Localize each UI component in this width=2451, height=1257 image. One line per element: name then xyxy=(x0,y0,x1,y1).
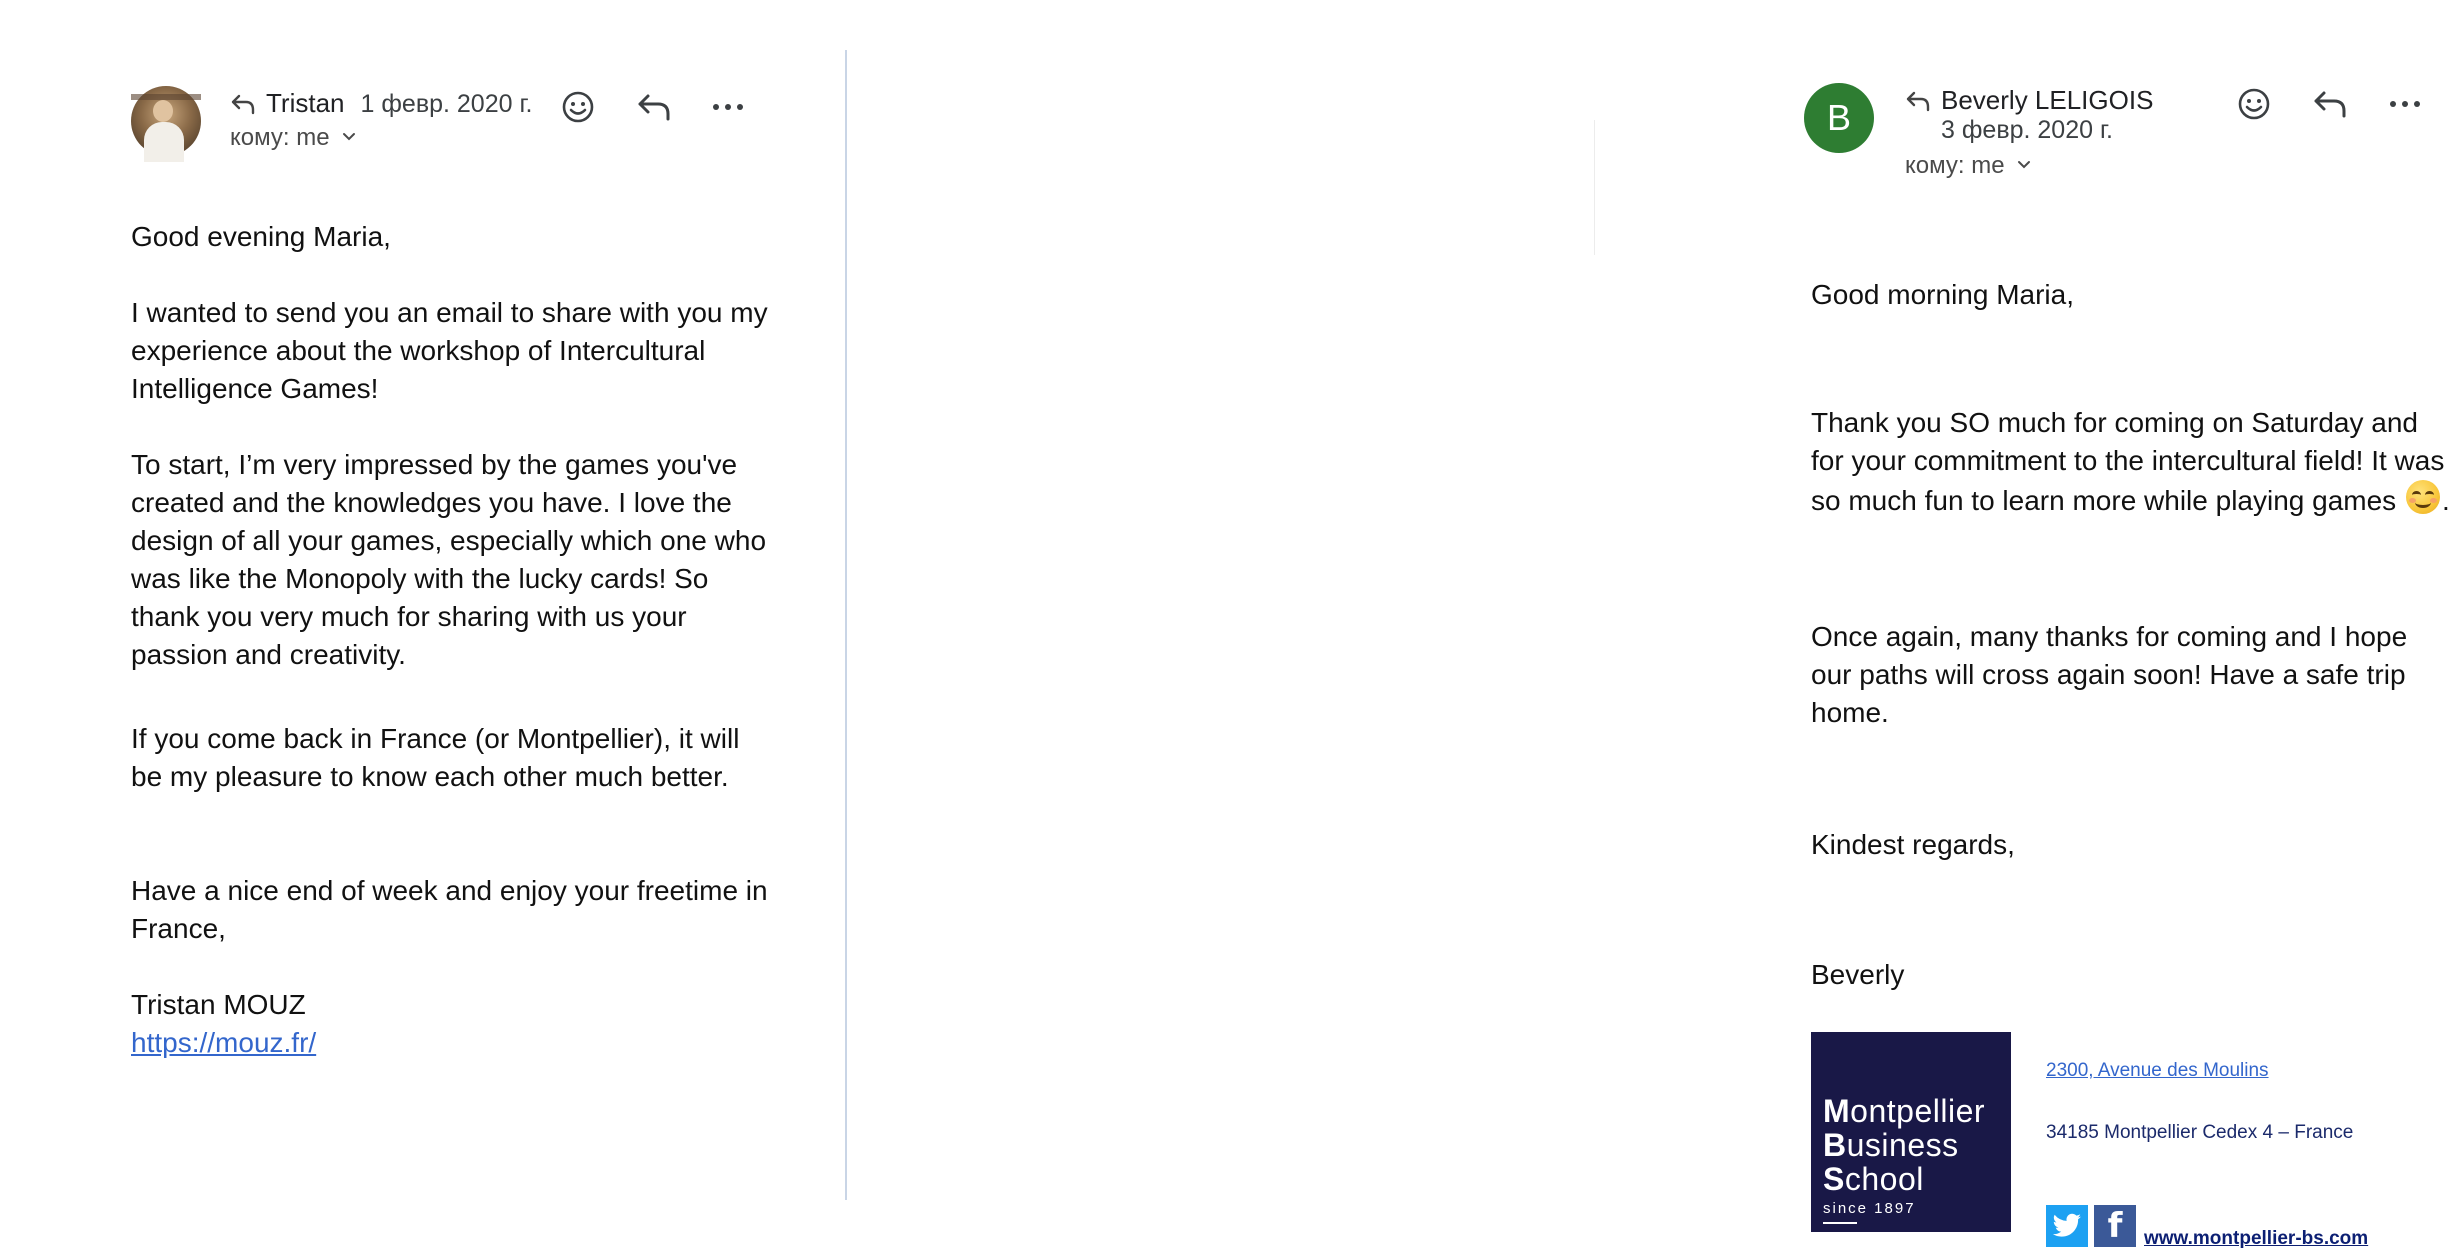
replied-icon xyxy=(230,93,256,115)
sender-avatar[interactable]: B xyxy=(1804,83,1874,153)
chevron-down-icon xyxy=(2017,158,2031,172)
emoji-react-button[interactable] xyxy=(2232,84,2276,124)
reply-button[interactable] xyxy=(2308,84,2352,124)
recipient-toggle[interactable] xyxy=(230,124,356,152)
paragraph-4: Have a nice end of week and enjoy your freetime in France, xyxy=(131,875,768,944)
more-horizontal-icon xyxy=(2388,99,2422,109)
sender-line xyxy=(230,88,532,119)
smiley-icon xyxy=(2237,87,2271,121)
left-email-pane xyxy=(0,0,845,1257)
date-line xyxy=(1941,116,2113,145)
recipient-label: кому: me xyxy=(230,124,330,151)
paragraph-2: Once again, many thanks for coming and I hope our paths will cross again soon! Have a safe trip home. xyxy=(1811,621,2408,728)
more-options-button[interactable] xyxy=(2383,84,2427,124)
logo-underline xyxy=(1823,1222,1857,1224)
email-date: 1 февр. 2020 г. xyxy=(360,90,533,118)
logo-since: since 1897 xyxy=(1823,1200,1916,1217)
reply-arrow-icon xyxy=(636,92,672,122)
website-link[interactable]: www.montpellier-bs.com xyxy=(2144,1228,2369,1249)
email-date: 3 февр. 2020 г. xyxy=(1941,116,2113,144)
right-email-pane xyxy=(848,0,2450,1257)
pane-divider xyxy=(845,50,847,1200)
recipient-toggle[interactable] xyxy=(1905,152,2031,180)
paragraph-1 xyxy=(1811,404,2451,520)
sender-name[interactable]: Tristan xyxy=(266,88,345,118)
recipient-label: кому: me xyxy=(1905,152,2005,179)
greeting: Good evening Maria, xyxy=(131,221,391,252)
paragraph-1: I wanted to send you an email to share with you my experience about the workshop of Intercultural Intelligence Games! xyxy=(131,297,768,404)
address-city: 34185 Montpellier Cedex 4 – France xyxy=(2046,1122,2354,1143)
paragraph-2: To start, I’m very impressed by the games you've created and the knowledges you have. I love the design of all your games, especially which one who was like the Monopoly with the lucky cards! So thank you very much for sharing with us your passion and creativity. xyxy=(131,449,767,670)
twitter-icon[interactable] xyxy=(2046,1205,2088,1247)
signature-link[interactable]: https://mouz.fr/ xyxy=(131,1027,317,1058)
paragraph-1-text: Thank you SO much for coming on Saturday and for your commitment to the intercultural field! It was so much fun to learn more while playing games xyxy=(1811,407,2445,516)
facebook-icon[interactable]: f xyxy=(2094,1205,2136,1247)
logo-line-2: Business xyxy=(1823,1127,1959,1163)
school-logo xyxy=(1811,1032,2011,1232)
sender-name[interactable]: Beverly LELIGOIS xyxy=(1941,85,2154,115)
smiling-face-emoji-icon xyxy=(2406,480,2440,514)
sender-avatar-photo[interactable] xyxy=(131,86,201,156)
more-options-button[interactable] xyxy=(706,87,750,127)
signature-name: Tristan MOUZ xyxy=(131,989,306,1020)
signature-name: Beverly xyxy=(1811,959,1905,990)
paragraph-3: If you come back in France (or Montpellier), it will be my pleasure to know each other much better. xyxy=(131,723,740,792)
logo-line-3: School xyxy=(1823,1161,1924,1197)
logo-line-1: Montpellier xyxy=(1823,1093,1986,1129)
replied-icon xyxy=(1905,90,1931,112)
reply-arrow-icon xyxy=(2312,89,2348,119)
smiley-icon xyxy=(561,90,595,124)
more-horizontal-icon xyxy=(711,102,745,112)
closing: Kindest regards, xyxy=(1811,829,2015,860)
emoji-react-button[interactable] xyxy=(556,87,600,127)
address-link[interactable]: 2300, Avenue des Moulins xyxy=(2046,1060,2269,1081)
chevron-down-icon xyxy=(342,130,356,144)
reply-button[interactable] xyxy=(632,87,676,127)
paragraph-1-end: . xyxy=(2441,485,2450,516)
greeting: Good morning Maria, xyxy=(1811,279,2075,310)
sender-line xyxy=(1905,85,2153,116)
